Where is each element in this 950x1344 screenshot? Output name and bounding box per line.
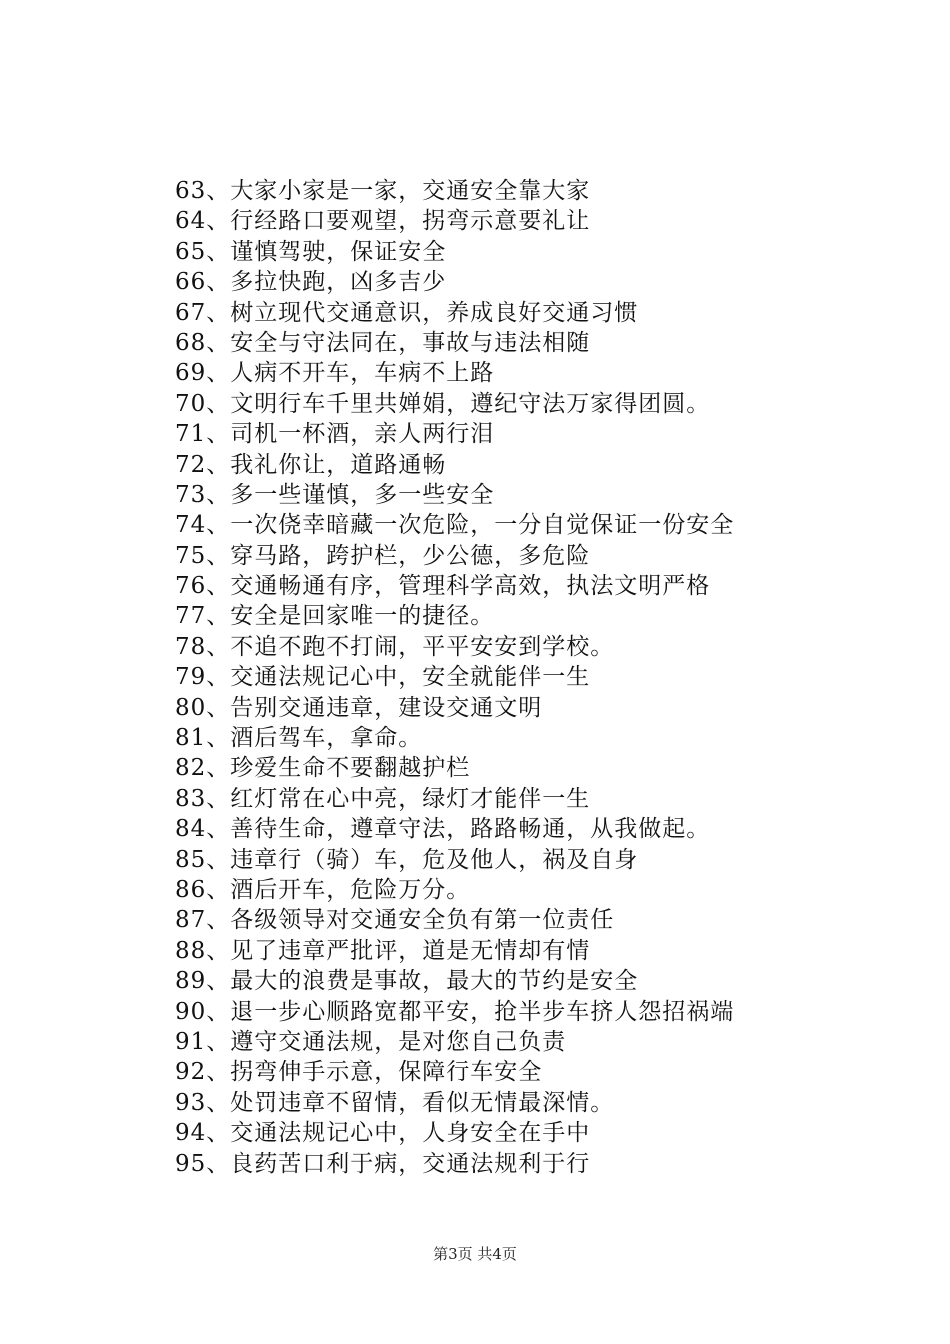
slogan-line: 79、交通法规记心中，安全就能伴一生 <box>175 664 591 691</box>
slogan-line: 95、良药苦口利于病，交通法规利于行 <box>175 1150 591 1177</box>
slogan-line: 84、善待生命，遵章守法，路路畅通，从我做起。 <box>175 816 711 843</box>
slogan-line: 86、酒后开车，危险万分。 <box>175 876 471 903</box>
slogan-line: 70、文明行车千里共婵娟，遵纪守法万家得团圆。 <box>175 390 711 417</box>
slogan-line: 65、谨慎驾驶，保证安全 <box>175 238 447 265</box>
slogan-line: 80、告别交通违章，建设交通文明 <box>175 694 543 721</box>
slogan-line: 89、最大的浪费是事故，最大的节约是安全 <box>175 968 639 995</box>
slogan-line: 94、交通法规记心中，人身安全在手中 <box>175 1120 591 1147</box>
slogan-line: 69、人病不开车，车病不上路 <box>175 360 495 387</box>
slogan-line: 92、拐弯伸手示意，保障行车安全 <box>175 1059 543 1086</box>
slogan-line: 91、遵守交通法规，是对您自己负责 <box>175 1028 567 1055</box>
slogan-line: 93、处罚违章不留情，看似无情最深情。 <box>175 1089 615 1116</box>
slogan-line: 66、多拉快跑，凶多吉少 <box>175 269 447 296</box>
slogan-line: 71、司机一杯酒，亲人两行泪 <box>175 421 495 448</box>
slogan-line: 83、红灯常在心中亮，绿灯才能伴一生 <box>175 785 591 812</box>
slogan-line: 78、不追不跑不打闹，平平安安到学校。 <box>175 633 615 660</box>
slogan-line: 74、一次侥幸暗藏一次危险，一分自觉保证一份安全 <box>175 512 735 539</box>
page-footer: 第3页 共4页 <box>433 1245 517 1263</box>
slogan-line: 87、各级领导对交通安全负有第一位责任 <box>175 907 615 934</box>
slogan-line: 77、安全是回家唯一的捷径。 <box>175 603 495 630</box>
slogan-line: 67、树立现代交通意识，养成良好交通习惯 <box>175 299 639 326</box>
slogan-line: 76、交通畅通有序，管理科学高效，执法文明严格 <box>175 573 711 600</box>
slogan-list <box>175 176 895 1179</box>
slogan-line: 64、行经路口要观望，拐弯示意要礼让 <box>175 208 591 235</box>
slogan-line: 75、穿马路，跨护栏，少公德，多危险 <box>175 542 591 569</box>
slogan-line: 88、见了违章严批评，道是无情却有情 <box>175 937 591 964</box>
slogan-line: 90、退一步心顺路宽都平安，抢半步车挤人怨招祸端 <box>175 998 735 1025</box>
slogan-line: 85、违章行（骑）车，危及他人，祸及自身 <box>175 846 639 873</box>
slogan-line: 72、我礼你让，道路通畅 <box>175 451 447 478</box>
slogan-line: 63、大家小家是一家，交通安全靠大家 <box>175 178 591 204</box>
slogan-line: 81、酒后驾车，拿命。 <box>175 725 423 752</box>
slogan-line: 73、多一些谨慎，多一些安全 <box>175 481 495 508</box>
slogan-line: 82、珍爱生命不要翻越护栏 <box>175 755 471 782</box>
slogan-line: 68、安全与守法同在，事故与违法相随 <box>175 329 591 356</box>
